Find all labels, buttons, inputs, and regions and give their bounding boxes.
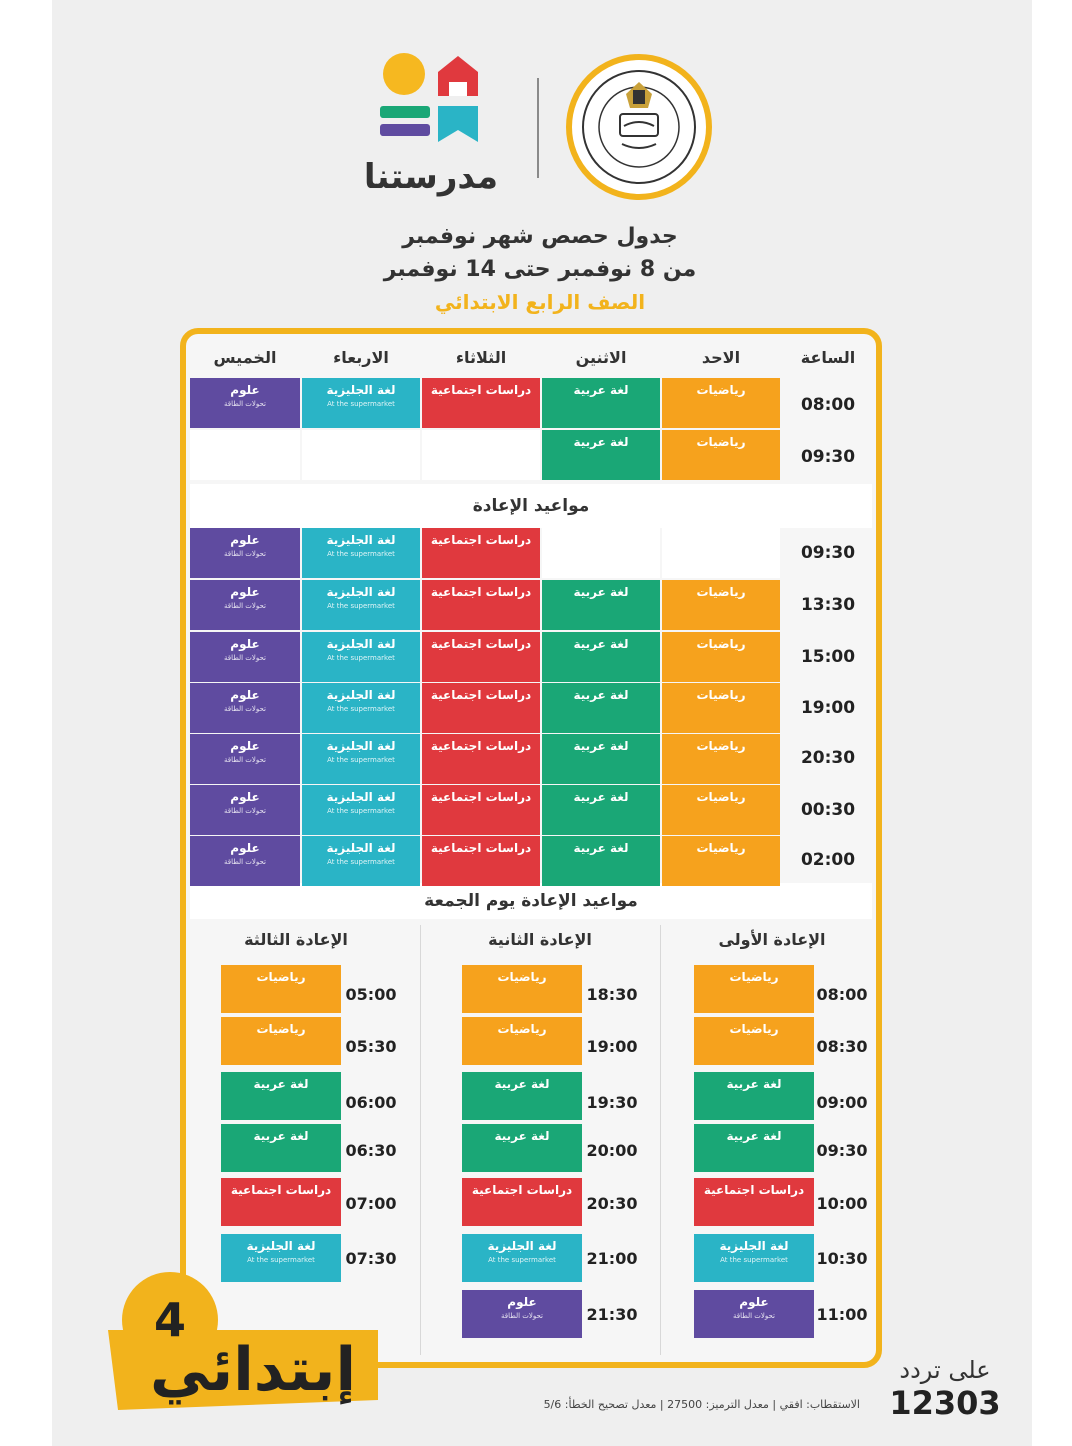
subject-name: لغة عربية (573, 688, 629, 702)
social-slot (422, 528, 540, 578)
lesson-title: At the supermarket (327, 705, 395, 713)
subject-name: لغة الجليزية (326, 790, 396, 804)
math-slot (694, 1017, 814, 1065)
math-slot (221, 1017, 341, 1065)
friday-time-slot: 07:00 (345, 1194, 397, 1213)
time-slot: 15:00 (800, 647, 856, 667)
math-slot (662, 785, 780, 835)
arabic-slot (542, 683, 660, 733)
column-divider (660, 925, 661, 1355)
subject-name: علوم (230, 790, 260, 804)
subject-name: علوم (230, 383, 260, 397)
english-slot (302, 734, 420, 784)
subject-name: لغة عربية (253, 1077, 309, 1091)
math-slot (662, 683, 780, 733)
friday-time-slot: 10:30 (816, 1249, 868, 1268)
subject-name: لغة الجليزية (326, 841, 396, 855)
social-slot (422, 836, 540, 886)
arabic-slot (542, 580, 660, 630)
empty-cell (542, 528, 660, 578)
time-slot: 09:30 (800, 543, 856, 563)
svg-text:مدرستنا: مدرستنا (363, 157, 499, 197)
friday-time-slot: 20:00 (586, 1141, 638, 1160)
reruns-band: مواعيد الإعادة (190, 484, 872, 528)
subject-name: لغة الجليزية (326, 533, 396, 547)
subject-name: رياضيات (497, 970, 547, 984)
social-slot (221, 1178, 341, 1226)
math-slot (694, 965, 814, 1013)
lesson-title: At the supermarket (327, 654, 395, 662)
social-slot (462, 1178, 582, 1226)
subject-name: لغة الجليزية (487, 1239, 557, 1253)
english-slot (302, 580, 420, 630)
friday-time-slot: 08:00 (816, 985, 868, 1004)
friday-time-slot: 19:30 (586, 1093, 638, 1112)
svg-text:إبتدائي: إبتدائي (149, 1335, 357, 1405)
science-slot (190, 580, 300, 630)
arabic-slot (462, 1072, 582, 1120)
math-slot (662, 580, 780, 630)
subject-name: دراسات اجتماعية (430, 739, 532, 753)
subject-name: علوم (507, 1295, 537, 1309)
friday-time-slot: 08:30 (816, 1037, 868, 1056)
subject-name: رياضيات (696, 637, 746, 651)
subject-name: دراسات اجتماعية (430, 383, 532, 397)
subject-name: رياضيات (696, 790, 746, 804)
subject-name: لغة الجليزية (326, 637, 396, 651)
logo-divider (537, 78, 539, 178)
lesson-title: تحولات الطاقة (224, 602, 266, 610)
subject-name: علوم (230, 585, 260, 599)
subject-name: رياضيات (497, 1022, 547, 1036)
subject-name: لغة عربية (573, 383, 629, 397)
time-slot: 13:30 (800, 595, 856, 615)
lesson-title: تحولات الطاقة (224, 654, 266, 662)
lesson-title: At the supermarket (327, 550, 395, 558)
svg-text:4: 4 (153, 1293, 187, 1347)
empty-cell (190, 430, 300, 480)
social-slot (694, 1178, 814, 1226)
math-slot (662, 378, 780, 428)
science-slot (190, 378, 300, 428)
time-slot: 19:00 (800, 698, 856, 718)
arabic-slot (542, 836, 660, 886)
schedule-title: جدول حصص شهر نوفمبر (402, 224, 678, 249)
english-slot (302, 632, 420, 682)
day-header-thursday: الخميس (213, 348, 277, 367)
arabic-slot (462, 1124, 582, 1172)
subject-name: علوم (230, 739, 260, 753)
math-slot (662, 632, 780, 682)
friday-time-slot: 07:30 (345, 1249, 397, 1268)
lesson-title: At the supermarket (327, 858, 395, 866)
friday-time-slot: 05:00 (345, 985, 397, 1004)
subject-name: لغة عربية (573, 435, 629, 449)
subject-name: دراسات اجتماعية (430, 585, 532, 599)
subject-name: علوم (230, 637, 260, 651)
subject-name: علوم (230, 841, 260, 855)
lesson-title: At the supermarket (488, 1256, 556, 1264)
science-slot (190, 683, 300, 733)
lesson-title: At the supermarket (327, 756, 395, 764)
english-slot (462, 1234, 582, 1282)
math-slot (462, 965, 582, 1013)
arabic-slot (221, 1124, 341, 1172)
schedule-date-range: من 8 نوفمبر حتى 14 نوفمبر (383, 257, 697, 282)
empty-cell (302, 430, 420, 480)
subject-name: رياضيات (729, 1022, 779, 1036)
math-slot (462, 1017, 582, 1065)
subject-name: دراسات اجتماعية (430, 637, 532, 651)
friday-time-slot: 06:30 (345, 1141, 397, 1160)
grade-label: الصف الرابع الابتدائي (434, 290, 646, 314)
english-slot (302, 836, 420, 886)
friday-time-slot: 10:00 (816, 1194, 868, 1213)
day-header-monday: الاثنين (575, 348, 627, 367)
friday-time-slot: 06:00 (345, 1093, 397, 1112)
subject-name: دراسات اجتماعية (430, 841, 532, 855)
day-header-tuesday: الثلاثاء (455, 348, 507, 367)
subject-name: رياضيات (256, 970, 306, 984)
time-slot: 09:30 (800, 447, 856, 467)
arabic-slot (542, 430, 660, 480)
social-slot (422, 378, 540, 428)
friday-time-slot: 09:00 (816, 1093, 868, 1112)
subject-name: علوم (739, 1295, 769, 1309)
friday-time-slot: 11:00 (816, 1305, 868, 1324)
subject-name: رياضيات (256, 1022, 306, 1036)
lesson-title: تحولات الطاقة (224, 756, 266, 764)
subject-name: لغة عربية (573, 790, 629, 804)
day-header-sunday: الاحد (701, 348, 741, 367)
time-column-header: الساعة (800, 348, 856, 367)
arabic-slot (542, 632, 660, 682)
friday-time-slot: 21:00 (586, 1249, 638, 1268)
lesson-title: تحولات الطاقة (224, 400, 266, 408)
subject-name: دراسات اجتماعية (703, 1183, 805, 1197)
subject-name: علوم (230, 688, 260, 702)
math-slot (221, 965, 341, 1013)
science-slot (190, 836, 300, 886)
math-slot (662, 836, 780, 886)
empty-cell (662, 528, 780, 578)
friday-third-rerun-header: الإعادة الثالثة (244, 930, 348, 949)
arabic-slot (694, 1124, 814, 1172)
lesson-title: At the supermarket (327, 807, 395, 815)
subject-name: رياضيات (696, 739, 746, 753)
friday-first-rerun-header: الإعادة الأولى (718, 930, 826, 949)
subject-name: رياضيات (696, 383, 746, 397)
subject-name: رياضيات (696, 435, 746, 449)
subject-name: لغة عربية (573, 841, 629, 855)
subject-name: رياضيات (729, 970, 779, 984)
subject-name: رياضيات (696, 585, 746, 599)
social-slot (422, 785, 540, 835)
science-slot (462, 1290, 582, 1338)
frequency-number: 12303 (889, 1384, 1001, 1422)
time-slot: 20:30 (800, 748, 856, 768)
subject-name: لغة عربية (573, 637, 629, 651)
friday-reruns-band: مواعيد الإعادة يوم الجمعة (190, 883, 872, 919)
english-slot (302, 785, 420, 835)
science-slot (694, 1290, 814, 1338)
lesson-title: تحولات الطاقة (224, 858, 266, 866)
subject-name: رياضيات (696, 688, 746, 702)
friday-time-slot: 18:30 (586, 985, 638, 1004)
lesson-title: At the supermarket (247, 1256, 315, 1264)
lesson-title: تحولات الطاقة (224, 705, 266, 713)
subject-name: لغة عربية (573, 739, 629, 753)
english-slot (302, 378, 420, 428)
math-slot (662, 734, 780, 784)
subject-name: لغة الجليزية (719, 1239, 789, 1253)
science-slot (190, 734, 300, 784)
subject-name: لغة الجليزية (326, 688, 396, 702)
english-slot (694, 1234, 814, 1282)
time-slot: 00:30 (800, 800, 856, 820)
arabic-slot (694, 1072, 814, 1120)
friday-second-rerun-header: الإعادة الثانية (488, 930, 592, 949)
subject-name: دراسات اجتماعية (430, 533, 532, 547)
frequency-label: على تردد (899, 1356, 991, 1384)
day-header-wednesday: الاربعاء (333, 348, 389, 367)
friday-time-slot: 19:00 (586, 1037, 638, 1056)
time-slot: 08:00 (800, 395, 856, 415)
empty-cell (422, 430, 540, 480)
subject-name: دراسات اجتماعية (430, 688, 532, 702)
english-slot (302, 528, 420, 578)
english-slot (302, 683, 420, 733)
subject-name: لغة عربية (253, 1129, 309, 1143)
subject-name: لغة عربية (494, 1129, 550, 1143)
subject-name: لغة الجليزية (326, 739, 396, 753)
lesson-title: At the supermarket (720, 1256, 788, 1264)
grade-badge (78, 1270, 388, 1420)
subject-name: لغة الجليزية (326, 585, 396, 599)
ministry-seal (564, 52, 714, 202)
time-slot: 02:00 (800, 850, 856, 870)
subject-name: لغة عربية (494, 1077, 550, 1091)
friday-time-slot: 05:30 (345, 1037, 397, 1056)
arabic-slot (542, 785, 660, 835)
subject-name: دراسات اجتماعية (471, 1183, 573, 1197)
lesson-title: تحولات الطاقة (224, 807, 266, 815)
madrasatna-logo (356, 50, 506, 200)
reception-info: الاستقطاب: افقي | معدل الترميز: 27500 | معدل تصحيح الخطأ: 5/6 (543, 1398, 860, 1411)
subject-name: دراسات اجتماعية (230, 1183, 332, 1197)
lesson-title: تحولات الطاقة (224, 550, 266, 558)
subject-name: رياضيات (696, 841, 746, 855)
subject-name: علوم (230, 533, 260, 547)
lesson-title: تحولات الطاقة (733, 1312, 775, 1320)
subject-name: لغة الجليزية (246, 1239, 316, 1253)
lesson-title: تحولات الطاقة (501, 1312, 543, 1320)
arabic-slot (542, 378, 660, 428)
arabic-slot (221, 1072, 341, 1120)
lesson-title: At the supermarket (327, 602, 395, 610)
friday-time-slot: 21:30 (586, 1305, 638, 1324)
science-slot (190, 785, 300, 835)
social-slot (422, 734, 540, 784)
subject-name: دراسات اجتماعية (430, 790, 532, 804)
science-slot (190, 632, 300, 682)
science-slot (190, 528, 300, 578)
lesson-title: At the supermarket (327, 400, 395, 408)
column-divider (420, 925, 421, 1355)
subject-name: لغة عربية (573, 585, 629, 599)
math-slot (662, 430, 780, 480)
subject-name: لغة عربية (726, 1077, 782, 1091)
social-slot (422, 683, 540, 733)
social-slot (422, 632, 540, 682)
subject-name: لغة عربية (726, 1129, 782, 1143)
arabic-slot (542, 734, 660, 784)
social-slot (422, 580, 540, 630)
friday-time-slot: 20:30 (586, 1194, 638, 1213)
friday-time-slot: 09:30 (816, 1141, 868, 1160)
subject-name: لغة الجليزية (326, 383, 396, 397)
